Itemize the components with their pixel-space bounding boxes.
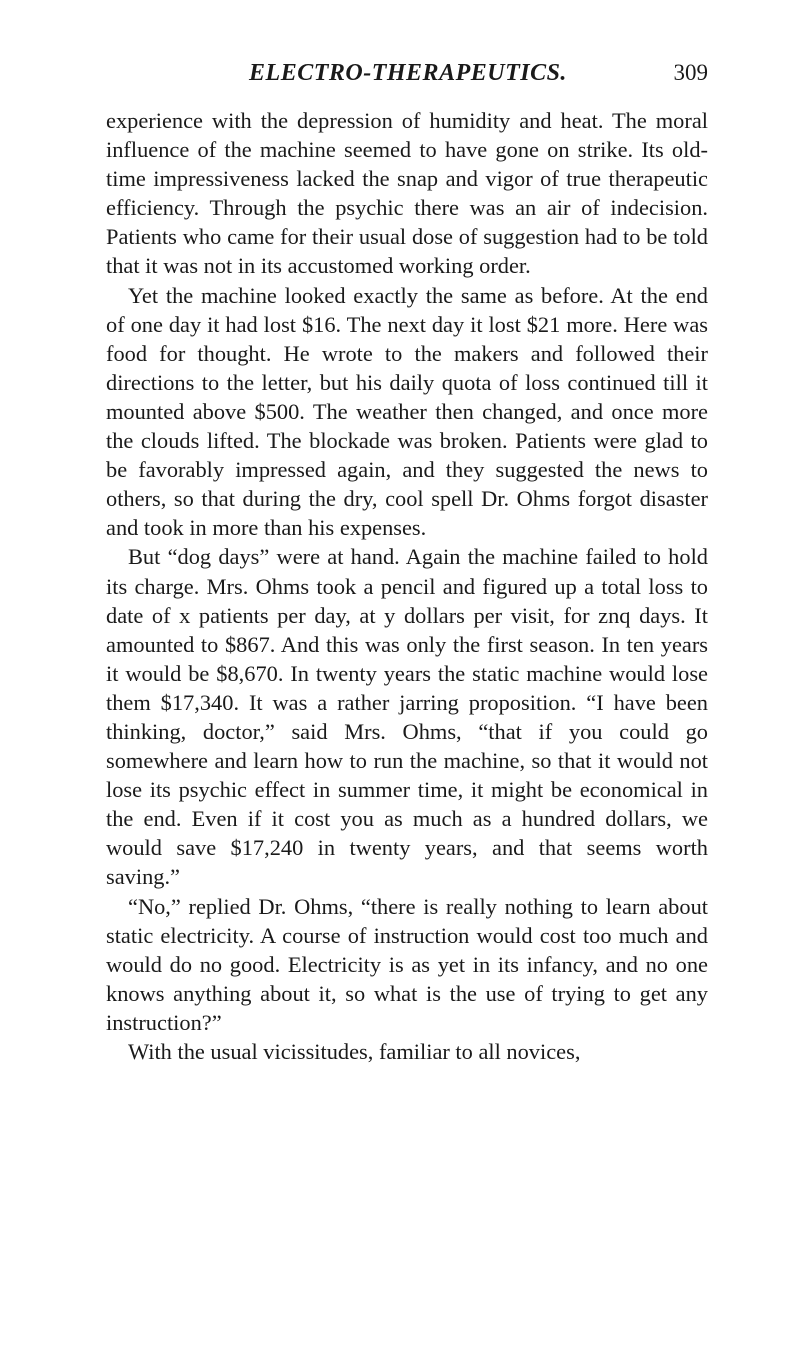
paragraph-3: But “dog days” were at hand. Again the machine failed to hold its charge. Mrs. Ohms took a pencil and figured up a total loss to date of x patients per day, at y dollars per visit, for znq days. It amounted to $867. And this was only the first season. In ten years it would be $8,670. In twenty years the static machine would lose them $17,340. It was a rather jarring proposition. “I have been thinking, doctor,” said Mrs. Ohms, “that if you could go somewhere and learn how to run the machine, so that it would not lose its psychic effect in summer time, it might be economical in the end. Even if it cost you as much as a hundred dollars, we would save $17,240 in twenty years, and that seems worth saving.” [106,544,708,890]
page-number: 309 [673,60,708,85]
paragraph-1: experience with the depression of humidity and heat. The moral influence of the machine seemed to have gone on strike. Its old-time impressiveness lacked the snap and vigor of true therapeutic efficiency. Through the psychic there was an air of indecision. Patients who came for their usual dose of suggestion had to be told that it was not in its accustomed working order. [106,108,708,279]
running-head [108,60,708,92]
paragraph-5: With the usual vicissitudes, familiar to all novices, [128,1039,581,1064]
body-text [106,106,708,1066]
paragraph-2: Yet the machine looked exactly the same as before. At the end of one day it had lost $16. The next day it lost $21 more. Here was food for thought. He wrote to the makers and followed their directions to the letter, but his daily quota of loss continued till it mounted above $500. The weather then changed, and once more the clouds lifted. The blockade was broken. Patients were glad to be favorably impressed again, and they suggested the news to others, so that during the dry, cool spell Dr. Ohms forgot disaster and took in more than his expenses. [106,282,708,541]
running-title: ELECTRO-THERAPEUTICS. [249,60,567,86]
paragraph-4: “No,” replied Dr. Ohms, “there is really nothing to learn about static electricity. A course of instruction would cost too much and would do no good. Electricity is as yet in its infancy, and no one knows anything about it, so what is the use of trying to get any instruction?” [106,893,708,1035]
